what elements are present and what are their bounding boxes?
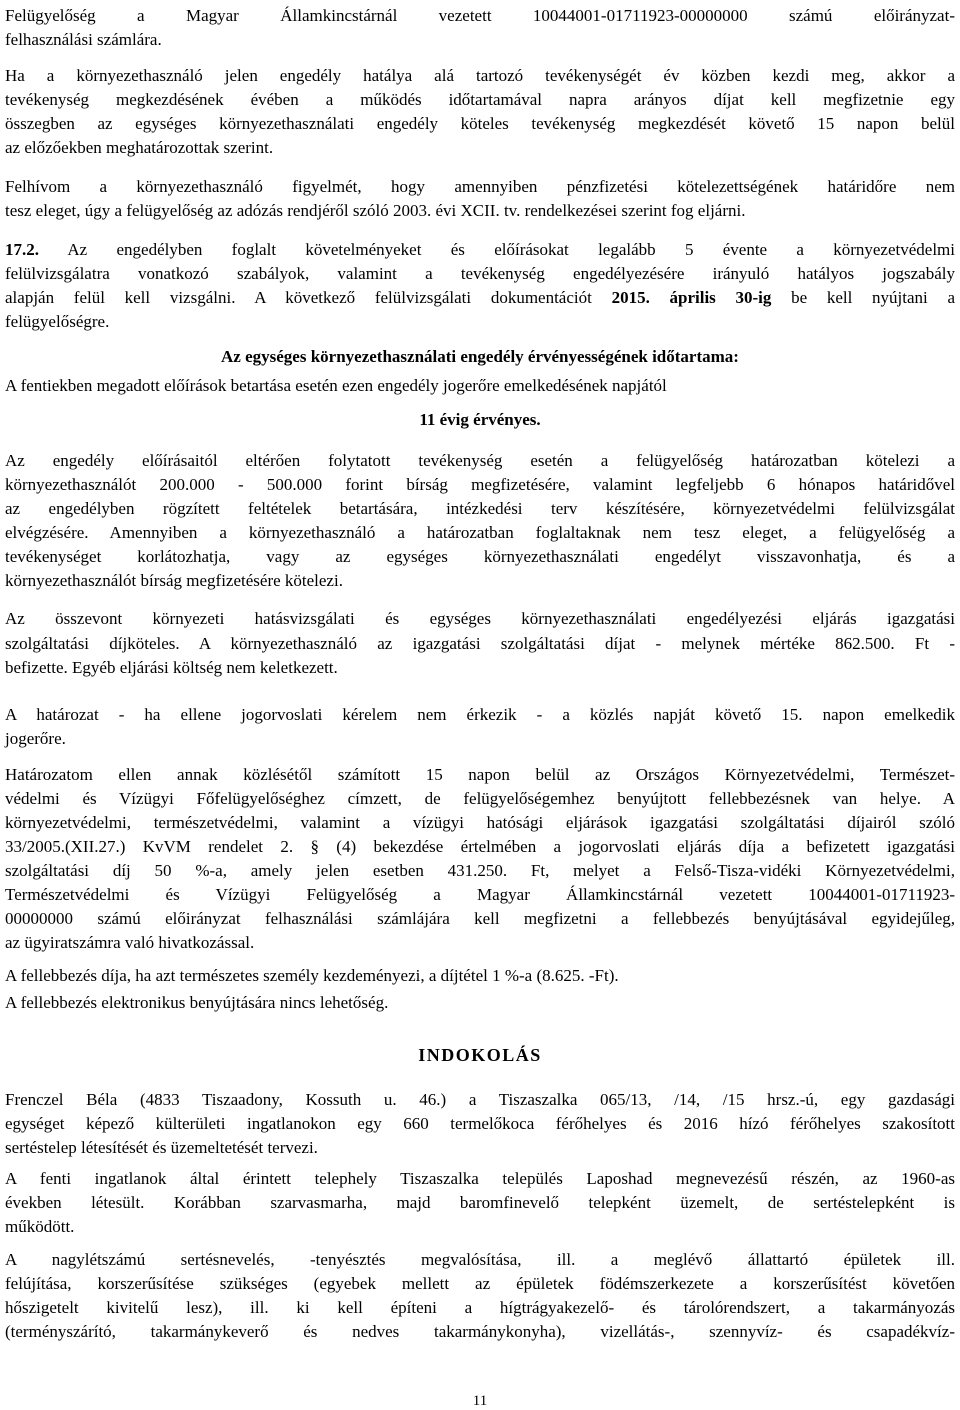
text-line: Ha a környezethasználó jelen engedély hatálya alá tartozó tevékenységét év közben kezdi meg, akkor a bbox=[5, 66, 955, 85]
text-line: sertéstelep létesítését és üzemeltetését tervezi. bbox=[5, 1138, 318, 1157]
text-line: az ügyiratszámra való hivatkozással. bbox=[5, 933, 255, 952]
text-line: (terményszárító, takarmánykeverő és nedves takarmánykonyha), vizellátás-, szennyvíz- és csapadékvíz- bbox=[5, 1322, 955, 1341]
text-fragment: alapján felül kell vizsgálni. A következő felülvizsgálati dokumentációt bbox=[5, 288, 592, 307]
section-heading: Az egységes környezethasználati engedély érvényességének időtartama: bbox=[221, 347, 739, 366]
text-line: Frenczel Béla (4833 Tiszaadony, Kossuth u. 46.) a Tiszaszalka 065/13, /14, /15 hrsz.-ú, egy gazdasági bbox=[5, 1090, 955, 1109]
text-line: Felügyelőség a Magyar Államkincstárnál vezetett 10044001-01711923-00000000 számú előirányzat- bbox=[5, 6, 955, 25]
text-line: hőszigetelt kivitelű lesz), ill. ki kell építeni a hígtrágyakezelő- és tárolórendszert, a takarmányozás bbox=[5, 1298, 955, 1317]
section-number: 17.2. bbox=[5, 240, 39, 259]
text-line: Az engedély előírásaitól eltérően folytatott tevékenység esetén a felügyelőség határozatban kötelezi a bbox=[5, 451, 955, 470]
text-line: felülvizsgálatra vonatkozó szabályok, valamint a tevékenység engedélyezésére irányuló hatályos jogszabály bbox=[5, 264, 955, 283]
text-line: Természetvédelmi és Vízügyi Felügyelőség a Magyar Államkincstárnál vezetett 10044001-01711923- bbox=[5, 885, 955, 904]
text-line: A fellebbezés díja, ha azt természetes személy kezdeményezi, a díjtétel 1 %-a (8.625. -Ft). bbox=[5, 966, 619, 985]
text-line: működött. bbox=[5, 1217, 75, 1236]
text-line: az engedélyben rögzített feltételek betartására, intézkedési terv készítésére, környezetvédelmi felülvizsgálat bbox=[5, 499, 955, 518]
text-line: A fenti ingatlanok által érintett telephely Tiszaszalka település Laposhad megnevezésű részén, az 1960-as bbox=[5, 1169, 955, 1188]
section-line bbox=[5, 240, 955, 260]
review-date: 2015. bbox=[611, 288, 650, 307]
page-number: 11 bbox=[472, 1393, 488, 1409]
text-line: tevékenységet korlátozhatja, vagy az egységes környezethasználati engedélyt visszavonhatja, és a bbox=[5, 547, 955, 566]
text-line: környezetvédelmi, természetvédelmi, valamint a vízügyi hatósági eljárások igazgatási szolgáltatási díjairól szóló bbox=[5, 813, 955, 832]
text-line: A fentiekben megadott előírások betartása esetén ezen engedély jogerőre emelkedésének napjától bbox=[5, 376, 667, 395]
text-line: A határozat - ha ellene jogorvoslati kérelem nem érkezik - a közlés napját követő 15. napon emelkedik bbox=[5, 705, 955, 724]
text-line: Határozatom ellen annak közlésétől számított 15 napon belül az Országos Környezetvédelmi, Természet- bbox=[5, 765, 955, 784]
text-line: A nagylétszámú sertésnevelés, -tenyésztés megvalósítása, ill. a meglévő állattartó épületek ill. bbox=[5, 1250, 955, 1269]
text-line: felújítása, korszerűsítése szükséges (egyebek mellett az épületek födémszerkezete a korszerűsítést követően bbox=[5, 1274, 955, 1293]
text-line: szolgáltatási díjköteles. A környezethasználó az igazgatási szolgáltatási díjat - melynek mértéke 862.500. Ft - bbox=[5, 634, 955, 653]
validity-statement: 11 évig érvényes. bbox=[419, 410, 541, 429]
text-line: befizette. Egyéb eljárási költség nem keletkezett. bbox=[5, 658, 338, 677]
text-line: szolgáltatási díj 50 %-a, amely jelen esetben 431.250. Ft, melyet a Felső-Tisza-vidéki Környezetvédelmi, bbox=[5, 861, 955, 880]
text-line: jogerőre. bbox=[5, 729, 66, 748]
text-line: felhasználási számlára. bbox=[5, 30, 162, 49]
review-deadline: április 30-ig bbox=[669, 288, 772, 307]
text-line: 00000000 számú előirányzat felhasználási számlájára kell megfizetni a fellebbezés benyújtásával egyidejűleg, bbox=[5, 909, 955, 928]
text-line: elvégzésére. Amennyiben a környezethasználó a határozatban foglaltaknak nem tesz eleget, a felügyelőség a bbox=[5, 523, 955, 542]
text-line: tesz eleget, úgy a felügyelőség az adózás rendjéről szóló 2003. évi XCII. tv. rendelkezései szerint fog eljárni. bbox=[5, 201, 746, 220]
text-line: A fellebbezés elektronikus benyújtására nincs lehetőség. bbox=[5, 993, 389, 1012]
text-line: felügyelőségre. bbox=[5, 312, 110, 331]
text-line: védelmi és Vízügyi Főfelügyelőséghez címzett, de felügyelőségemhez benyújtott fellebbezésnek van helye. A bbox=[5, 789, 955, 808]
text-fragment: be kell nyújtani a bbox=[791, 288, 955, 307]
text-line: Felhívom a környezethasználó figyelmét, hogy amennyiben pénzfizetési kötelezettségének határidőre nem bbox=[5, 177, 955, 196]
text-line: években létesült. Korábban szarvasmarha, majd baromfinevelő telepként üzemelt, de sertéstelepként is bbox=[5, 1193, 955, 1212]
text-line: az előzőekben meghatározottak szerint. bbox=[5, 138, 274, 157]
text-line bbox=[5, 288, 955, 308]
text-line: összegben az egységes környezethasználati engedély köteles tevékenység megkezdését követő 15 napon belül bbox=[5, 114, 955, 133]
text-line: Az összevont környezeti hatásvizsgálati és egységes környezethasználati engedélyezési eljárás igazgatási bbox=[5, 609, 955, 628]
text-line: 33/2005.(XII.27.) KvVM rendelet 2. § (4) bekezdése értelmében a jogorvoslati eljárás díja a befizetett igazgatási bbox=[5, 837, 955, 856]
section-heading: INDOKOLÁS bbox=[418, 1045, 542, 1065]
text-line: tevékenység megkezdésének évében a működés időtartamával napra arányos díjat kell megfizetnie egy bbox=[5, 90, 955, 109]
text-line: környezethasználót bírság megfizetésére kötelezi. bbox=[5, 571, 343, 590]
text-line: környezethasználót 200.000 - 500.000 forint bírság megfizetésére, valamint legfeljebb 6 hónapos határidővel bbox=[5, 475, 955, 494]
text-line: egységet képező külterületi ingatlanokon egy 660 termelőkoca férőhelyes és 2016 hízó férőhelyes szakosított bbox=[5, 1114, 955, 1133]
section-text: Az engedélyben foglalt követelményeket és előírásokat legalább 5 évente a környezetvédelmi bbox=[67, 240, 956, 259]
